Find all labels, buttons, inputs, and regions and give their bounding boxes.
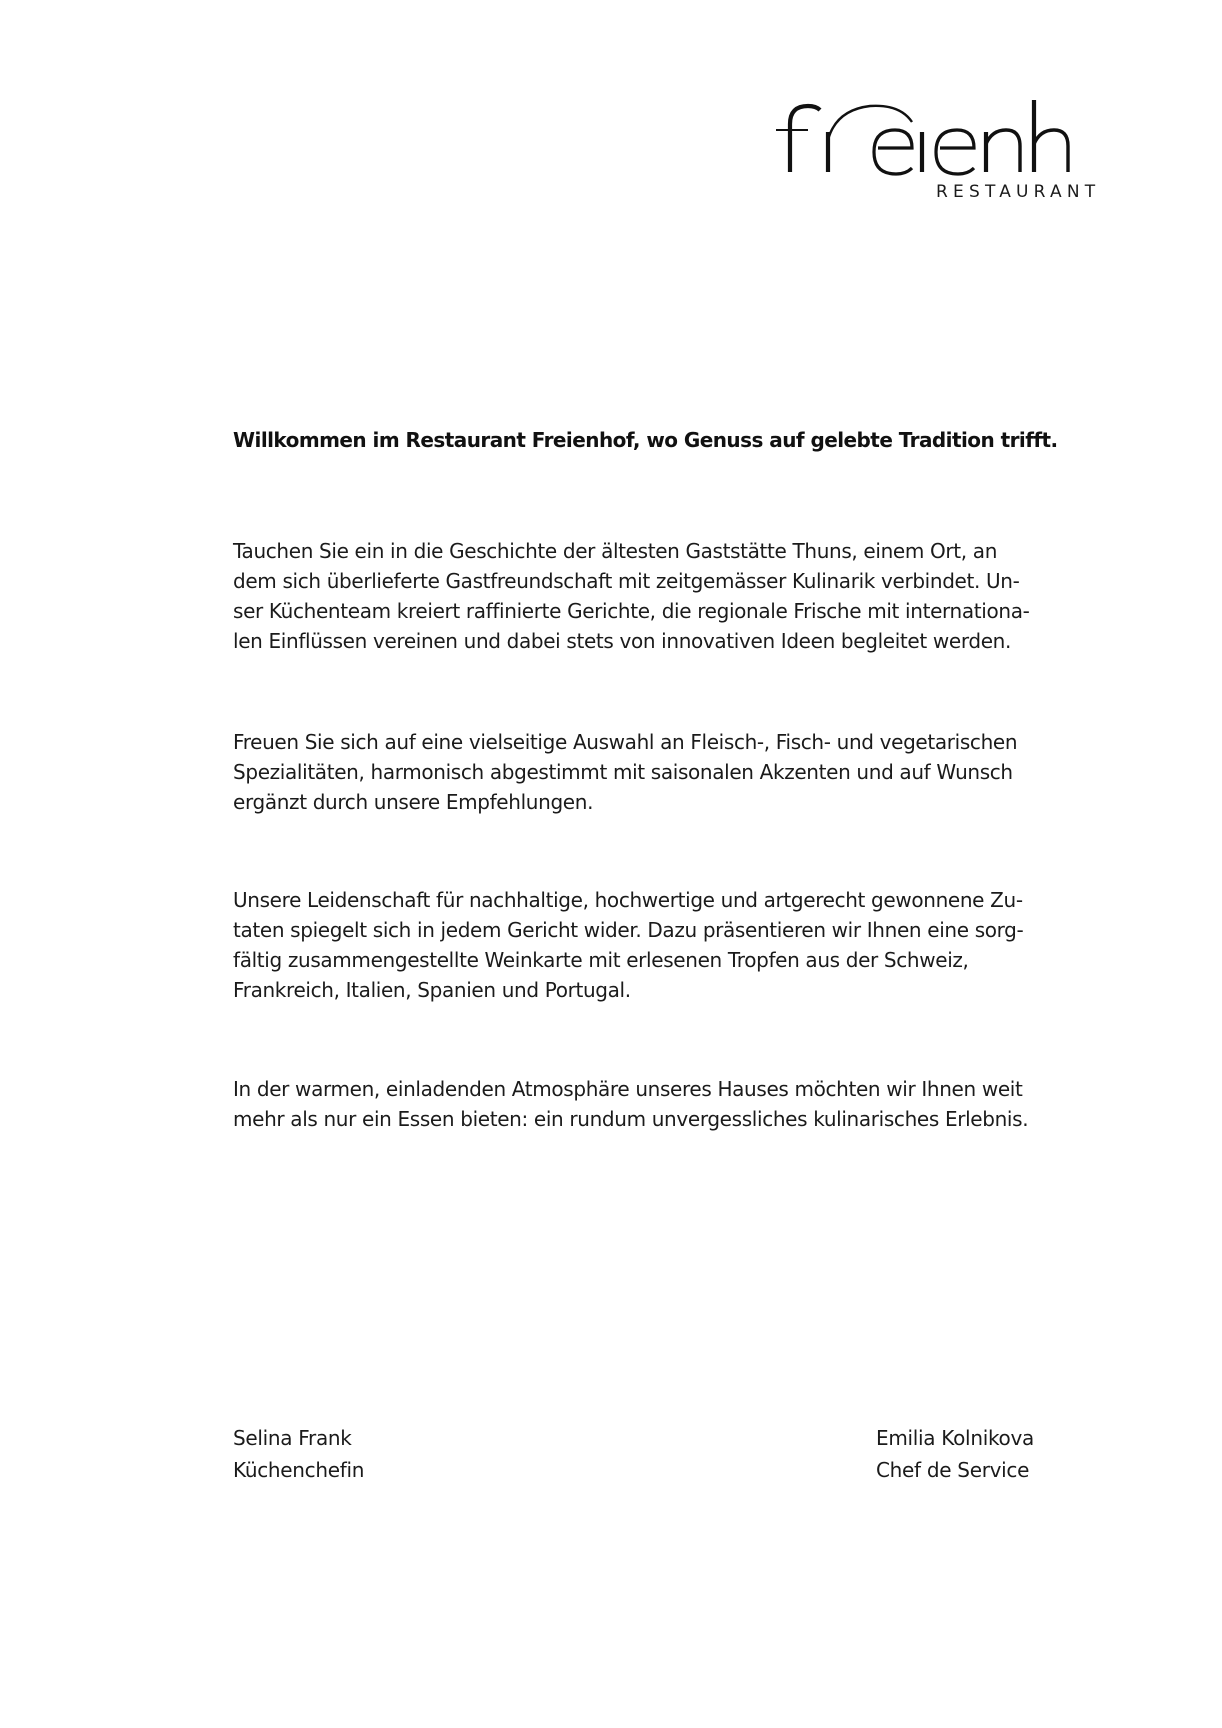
signature-role: Küchenchefin <box>233 1458 365 1482</box>
restaurant-logo <box>770 92 1110 207</box>
paragraph-selection <box>233 727 1017 817</box>
signature-role: Chef de Service <box>876 1458 1030 1482</box>
paragraph-line: mehr als nur ein Essen bieten: ein rundum unvergessliches kulinarisches Erlebnis. <box>233 1107 1029 1131</box>
signature-name: Selina Frank <box>233 1426 352 1450</box>
paragraph-atmosphere <box>233 1074 1028 1134</box>
letter-heading: Willkommen im Restaurant Freienhof, wo Genuss auf gelebte Tradition trifft. <box>233 428 1058 452</box>
paragraph-line: len Einflüssen vereinen und dabei stets von innovativen Ideen begleitet werden. <box>233 629 1011 653</box>
freienhof-wordmark-icon <box>770 92 1110 182</box>
paragraph-line: Freuen Sie sich auf eine vielseitige Auswahl an Fleisch-, Fisch- und vegetarischen <box>233 730 1018 754</box>
paragraph-line: ser Küchenteam kreiert raffinierte Gerichte, die regionale Frische mit internationa- <box>233 599 1030 623</box>
paragraph-ingredients-wine <box>233 885 1023 1005</box>
paragraph-line: dem sich überlieferte Gastfreundschaft mit zeitgemässer Kulinarik verbindet. Un- <box>233 569 1020 593</box>
signature-service-chef <box>876 1422 1034 1486</box>
paragraph-line: Frankreich, Italien, Spanien und Portugal. <box>233 978 631 1002</box>
paragraph-line: fältig zusammengestellte Weinkarte mit erlesenen Tropfen aus der Schweiz, <box>233 948 969 972</box>
logo-subtitle: RESTAURANT <box>936 182 1101 202</box>
signature-kitchen-chef <box>233 1422 364 1486</box>
paragraph-history <box>233 536 1029 656</box>
paragraph-line: taten spiegelt sich in jedem Gericht wider. Dazu präsentieren wir Ihnen eine sorg- <box>233 918 1024 942</box>
signature-name: Emilia Kolnikova <box>876 1426 1034 1450</box>
paragraph-line: In der warmen, einladenden Atmosphäre unseres Hauses möchten wir Ihnen weit <box>233 1077 1023 1101</box>
paragraph-line: Spezialitäten, harmonisch abgestimmt mit saisonalen Akzenten und auf Wunsch <box>233 760 1013 784</box>
paragraph-line: ergänzt durch unsere Empfehlungen. <box>233 790 594 814</box>
paragraph-line: Unsere Leidenschaft für nachhaltige, hochwertige und artgerecht gewonnene Zu- <box>233 888 1023 912</box>
paragraph-line: Tauchen Sie ein in die Geschichte der ältesten Gaststätte Thuns, einem Ort, an <box>233 539 998 563</box>
